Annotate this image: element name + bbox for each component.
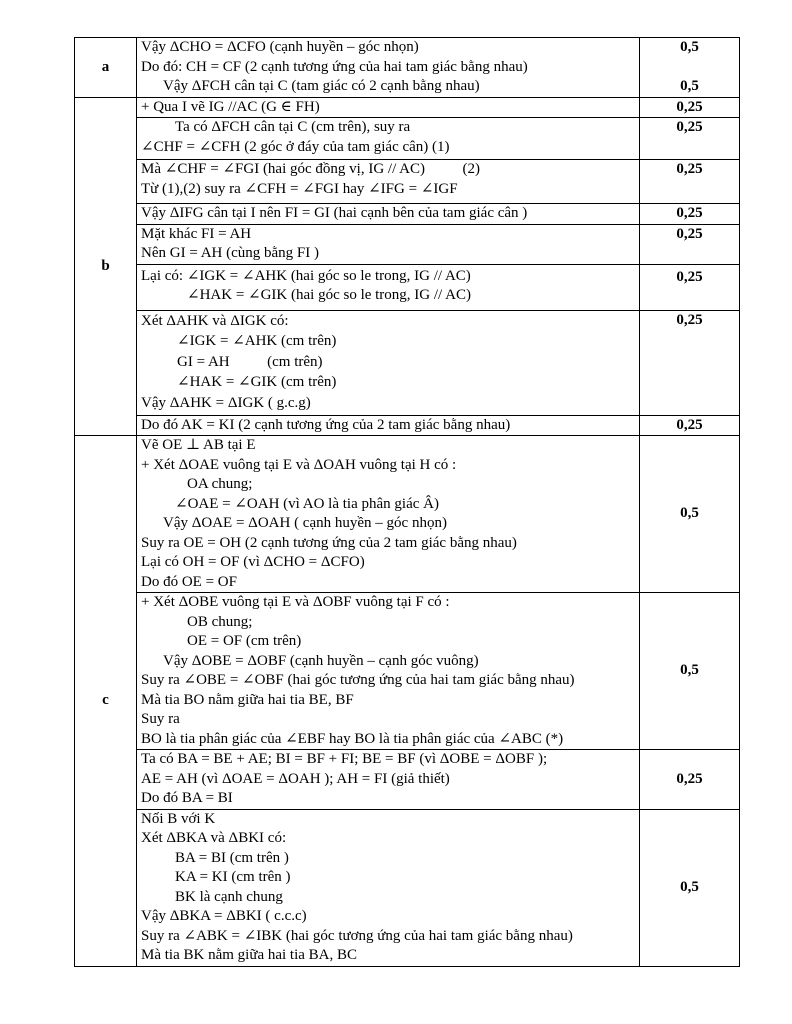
content-line: Vậy ΔIFG cân tại I nên FI = GI (hai cạnh bên của tam giác cân ) [141,205,528,221]
content-line: Vậy ΔBKA = ΔBKI ( c.c.c) [141,908,307,924]
points-cell: 0,25 [640,415,740,436]
content-line: AE = AH (vì ΔOAE = ΔOAH ); AH = FI (giả thiết) [141,770,450,787]
points-cell: 0,25 [640,160,740,204]
content-line: Ta có BA = BE + AE; BI = BF + FI; BE = BF (vì ΔOBE = ΔOBF ); [141,751,548,767]
table-row [75,264,740,310]
content-line: OA chung; [187,476,253,492]
table-row [75,224,740,264]
points-cell: 0,5 [640,593,740,750]
content-line: + Qua I vẽ IG //AC (G ∈ FH) [141,98,320,115]
table-row [75,38,740,98]
content-cell [137,593,640,750]
points-value: 0,5 [680,39,699,55]
content-line: BO là tia phân giác của ∠EBF hay BO là tia phân giác của ∠ABC (*) [141,730,564,747]
table-row [75,750,740,810]
content-line: Vậy ΔOAE = ΔOAH ( cạnh huyền – góc nhọn) [163,515,447,531]
content-line: Suy ra OE = OH (2 cạnh tương ứng của 2 tam giác bằng nhau) [141,534,517,551]
content-cell [137,118,640,160]
content-line: Từ (1),(2) suy ra ∠CFH = ∠FGI hay ∠IFG = ∠IGF [141,180,458,197]
table-row [75,593,740,750]
content-line: Suy ra ∠OBE = ∠OBF (hai góc tương ứng của hai tam giác bằng nhau) [141,672,575,688]
content-cell [137,415,640,436]
content-line: Vậy ΔCHO = ΔCFO (cạnh huyền – góc nhọn) [141,39,419,55]
points-cell [640,38,740,98]
points-cell: 0,25 [640,97,740,118]
content-line: Nên GI = AH (cùng bằng FI ) [141,245,320,261]
content-line: BK là cạnh chung [175,888,283,905]
content-line: Ta có ΔFCH cân tại C (cm trên), suy ra [175,119,411,135]
content-line: Mặt khác FI = AH [141,225,252,242]
content-line: Mà tia BK nằm giữa hai tia BA, BC [141,947,358,963]
content-cell [137,750,640,810]
points-cell: 0,5 [640,809,740,966]
content-cell [137,204,640,225]
table-row [75,204,740,225]
table-row [75,160,740,204]
content-line: BA = BI (cm trên ) [175,849,289,866]
content-line: Xét ΔAHK và ΔIGK có: [141,312,289,329]
table-row [75,310,740,415]
points-value: 0,5 [680,78,699,94]
points-cell: 0,25 [640,118,740,160]
content-line: ∠OAE = ∠OAH (vì AO là tia phân giác Â) [175,495,439,512]
content-line: ∠IGK = ∠AHK (cm trên) [177,333,337,349]
content-line: Do đó AK = KI (2 cạnh tương ứng của 2 tam giác bằng nhau) [141,416,511,433]
content-cell [137,97,640,118]
content-line: Nối B với K [141,810,216,827]
content-line: Vậy ΔOBE = ΔOBF (cạnh huyền – cạnh góc vuông) [163,652,479,669]
content-line: ∠HAK = ∠GIK (cm trên) [177,374,337,390]
content-cell [137,38,640,98]
content-line: Mà tia BO nằm giữa hai tia BE, BF [141,691,354,708]
part-label-a: a [75,38,137,98]
content-line: + Xét ΔOAE vuông tại E và ΔOAH vuông tại H có : [141,456,457,473]
table-row [75,118,740,160]
content-line: ∠CHF = ∠CFH (2 góc ở đáy của tam giác cân) (1) [141,138,450,155]
content-cell [137,310,640,415]
content-line: OB chung; [187,613,253,630]
content-line: Xét ΔBKA và ΔBKI có: [141,830,287,846]
content-line: Mà ∠CHF = ∠FGI (hai góc đồng vị, IG // AC) (2) [141,161,480,177]
content-line: Do đó: CH = CF (2 cạnh tương ứng của hai tam giác bằng nhau) [141,58,528,75]
points-cell: 0,25 [640,224,740,264]
content-line: OE = OF (cm trên) [187,633,302,649]
grading-table [74,37,740,967]
content-line: ∠HAK = ∠GIK (hai góc so le trong, IG // AC) [187,287,471,303]
content-cell [137,809,640,966]
table-row [75,436,740,593]
table-row [75,809,740,966]
content-line: Vậy ΔAHK = ΔIGK ( g.c.g) [141,394,311,411]
points-cell: 0,25 [640,204,740,225]
content-line: Lại có OH = OF (vì ΔCHO = ΔCFO) [141,554,365,570]
points-cell: 0,25 [640,264,740,310]
content-line: + Xét ΔOBE vuông tại E và ΔOBF vuông tại F có : [141,594,450,610]
part-label-c: c [75,436,137,967]
content-line: Suy ra ∠ABK = ∠IBK (hai góc tương ứng của hai tam giác bằng nhau) [141,927,573,944]
content-line: Vậy ΔFCH cân tại C (tam giác có 2 cạnh bằng nhau) [163,78,480,94]
content-line: Do đó OE = OF [141,573,237,590]
content-cell [137,436,640,593]
table-row [75,97,740,118]
points-cell: 0,25 [640,750,740,810]
points-cell: 0,5 [640,436,740,593]
content-cell [137,160,640,204]
content-line: KA = KI (cm trên ) [175,869,291,885]
table-row [75,415,740,436]
content-cell [137,224,640,264]
content-line: Do đó BA = BI [141,790,233,806]
content-cell [137,264,640,310]
content-line: Lại có: ∠IGK = ∠AHK (hai góc so le trong, IG // AC) [141,267,471,284]
content-line: Vẽ OE ⊥ AB tại E [141,437,256,453]
points-cell: 0,25 [640,310,740,415]
content-line: GI = AH (cm trên) [177,353,323,370]
content-line: Suy ra [141,711,180,727]
part-label-b: b [75,97,137,436]
